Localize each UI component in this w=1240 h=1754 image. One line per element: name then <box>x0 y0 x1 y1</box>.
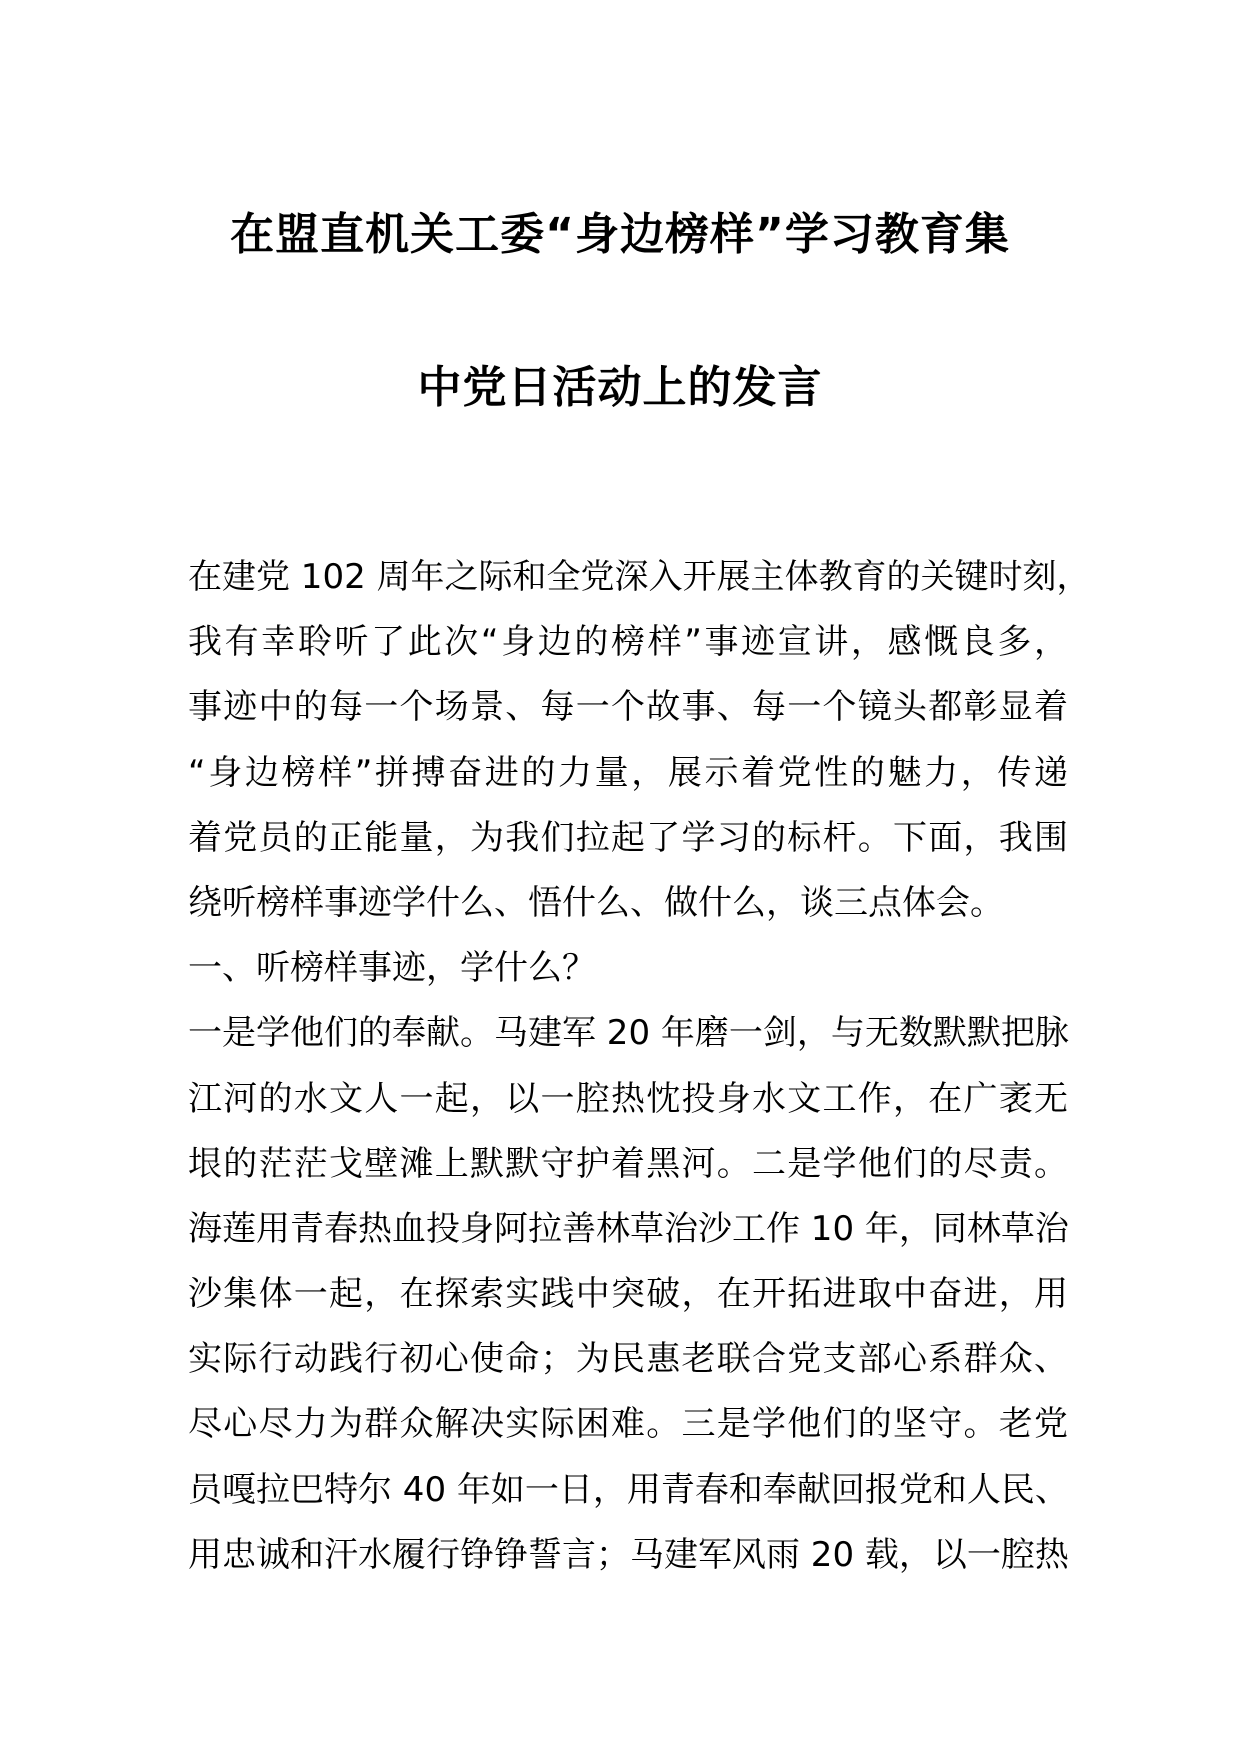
body-line: 用忠诚和汗水履行铮铮誓言；马建军风雨 20 载，以一腔热 <box>188 1534 1069 1575</box>
body-line: 在建党 102 周年之际和全党深入开展主体教育的关键时刻， <box>188 557 1091 597</box>
body-line: 沙集体一起，在探索实践中突破，在开拓进取中奋进，用 <box>188 1274 1068 1315</box>
body-line: 江河的水文人一起，以一腔热忱投身水文工作，在广袤无 <box>188 1078 1068 1119</box>
body-line: 垠的茫茫戈壁滩上默默守护着黑河。二是学他们的尽责。 <box>188 1143 1068 1184</box>
body-line: 着党员的正能量，为我们拉起了学习的标杆。下面，我围 <box>188 817 1068 858</box>
body-line: 实际行动践行初心使命；为民惠老联合党支部心系群众、 <box>188 1339 1068 1380</box>
section-heading: 一、听榜样事迹，学什么？ <box>188 948 596 989</box>
document-title-line-2: 中党日活动上的发言 <box>417 362 823 413</box>
document-body <box>188 545 1091 1588</box>
body-line: 员嘎拉巴特尔 40 年如一日，用青春和奉献回报党和人民、 <box>188 1469 1069 1510</box>
body-line: 海莲用青春热血投身阿拉善林草治沙工作 10 年，同林草治 <box>188 1208 1069 1249</box>
body-line: 事迹中的每一个场景、每一个故事、每一个镜头都彰显着 <box>188 687 1068 728</box>
body-line: 尽心尽力为群众解决实际困难。三是学他们的坚守。老党 <box>188 1404 1068 1445</box>
body-line: 一是学他们的奉献。马建军 20 年磨一剑，与无数默默把脉 <box>188 1013 1069 1054</box>
body-line: “身边榜样”拼搏奋进的力量，展示着党性的魅力，传递 <box>188 752 1068 793</box>
document-title-line-1: 在盟直机关工委“身边榜样”学习教育集 <box>230 209 1010 260</box>
body-line: 我有幸聆听了此次“身边的榜样”事迹宣讲，感慨良多， <box>188 622 1068 663</box>
body-line: 绕听榜样事迹学什么、悟什么、做什么，谈三点体会。 <box>188 882 1004 923</box>
